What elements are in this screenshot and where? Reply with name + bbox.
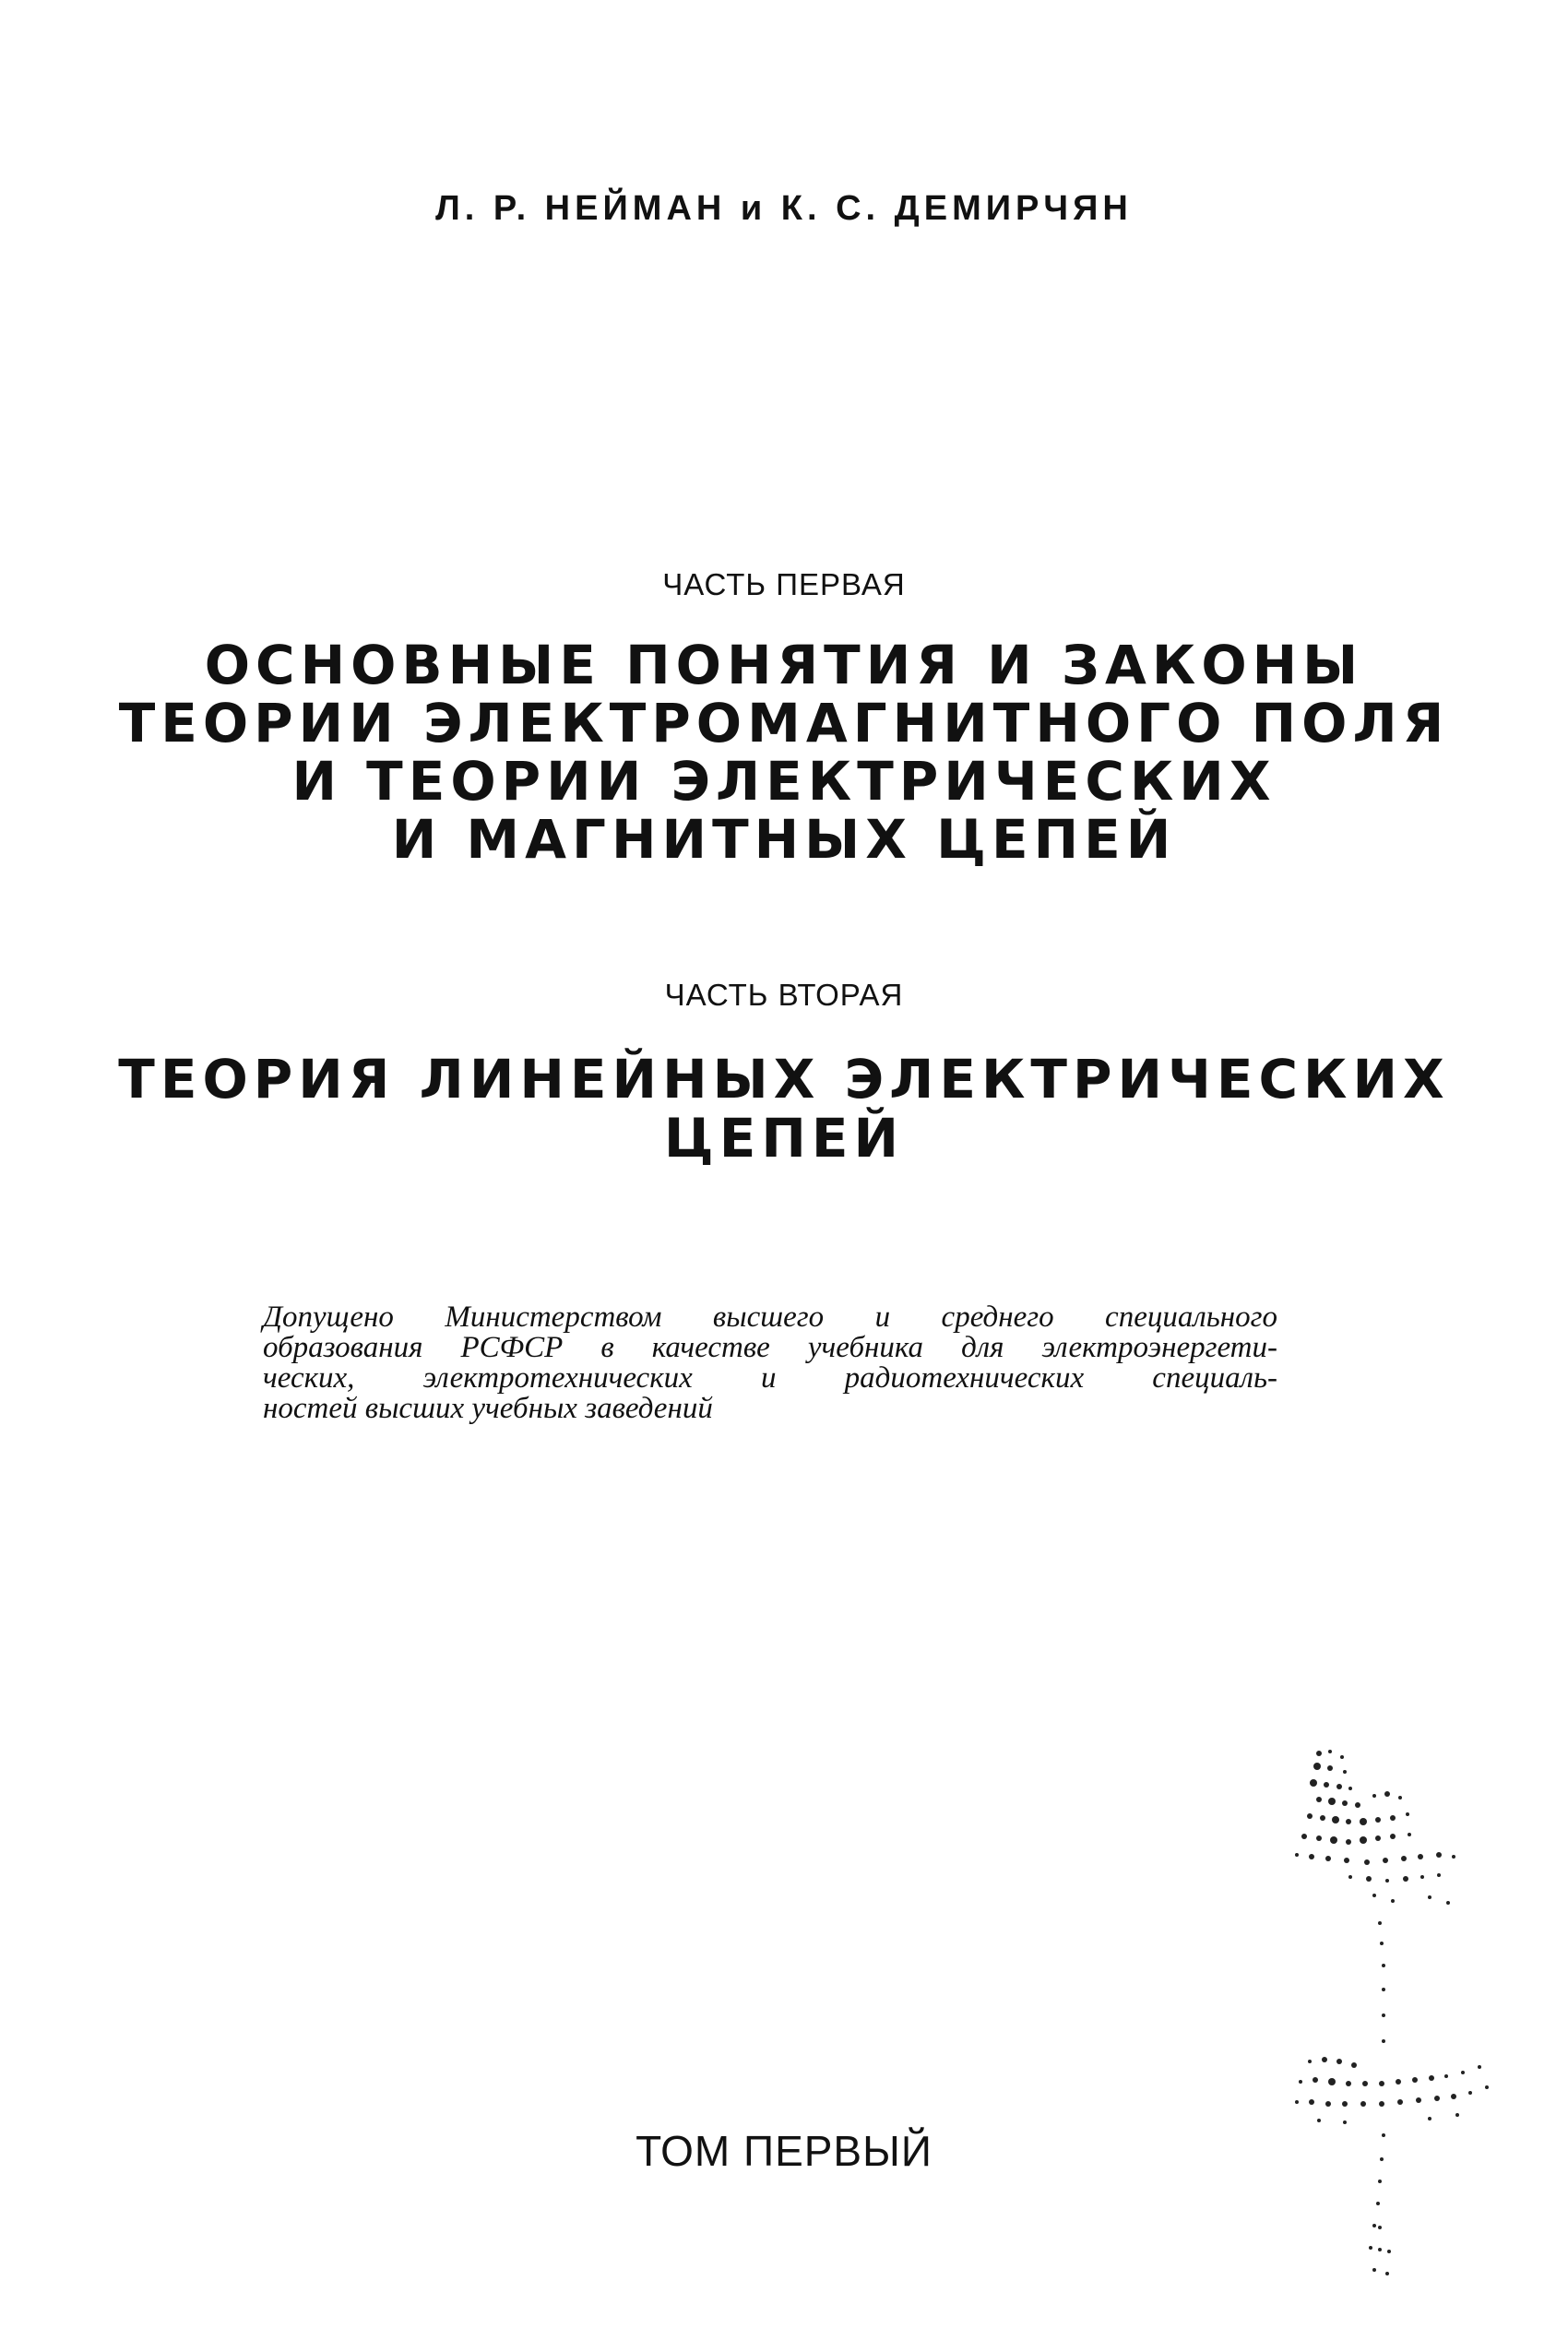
part-two-title	[0, 1050, 1568, 1168]
authors: Л. Р. НЕЙМАН и К. С. ДЕМИРЧЯН	[435, 189, 1133, 228]
part-one-title	[0, 636, 1568, 869]
approval-line: образования РСФСР в качестве учебника для электроэнергети-	[263, 1331, 1277, 1364]
approval-line: Допущено Министерством высшего и среднего специального	[263, 1301, 1277, 1334]
approval-line: ческих, электротехнических и радиотехнических специаль-	[263, 1361, 1277, 1395]
part-one-title-line: И ТЕОРИИ ЭЛЕКТРИЧЕСКИХ	[291, 750, 1277, 813]
volume-label: ТОМ ПЕРВЫЙ	[636, 2127, 932, 2175]
part-two-label: ЧАСТЬ ВТОРАЯ	[664, 978, 904, 1012]
part-two-title-line: ТЕОРИЯ ЛИНЕЙНЫХ ЭЛЕКТРИЧЕСКИХ	[118, 1048, 1450, 1111]
part-one-title-line: ТЕОРИИ ЭЛЕКТРОМАГНИТНОГО ПОЛЯ	[118, 692, 1450, 754]
part-one-title-line: И МАГНИТНЫХ ЦЕПЕЙ	[391, 808, 1177, 871]
part-one-label: ЧАСТЬ ПЕРВАЯ	[662, 567, 906, 601]
approval-statement	[263, 1302, 1277, 1424]
stylized-flower-icon	[1291, 1748, 1513, 2283]
part-two-title-line: ЦЕПЕЙ	[663, 1107, 905, 1170]
part-one-title-line: ОСНОВНЫЕ ПОНЯТИЯ И ЗАКОНЫ	[204, 634, 1364, 696]
approval-line: ностей высших учебных заведений	[263, 1392, 713, 1425]
